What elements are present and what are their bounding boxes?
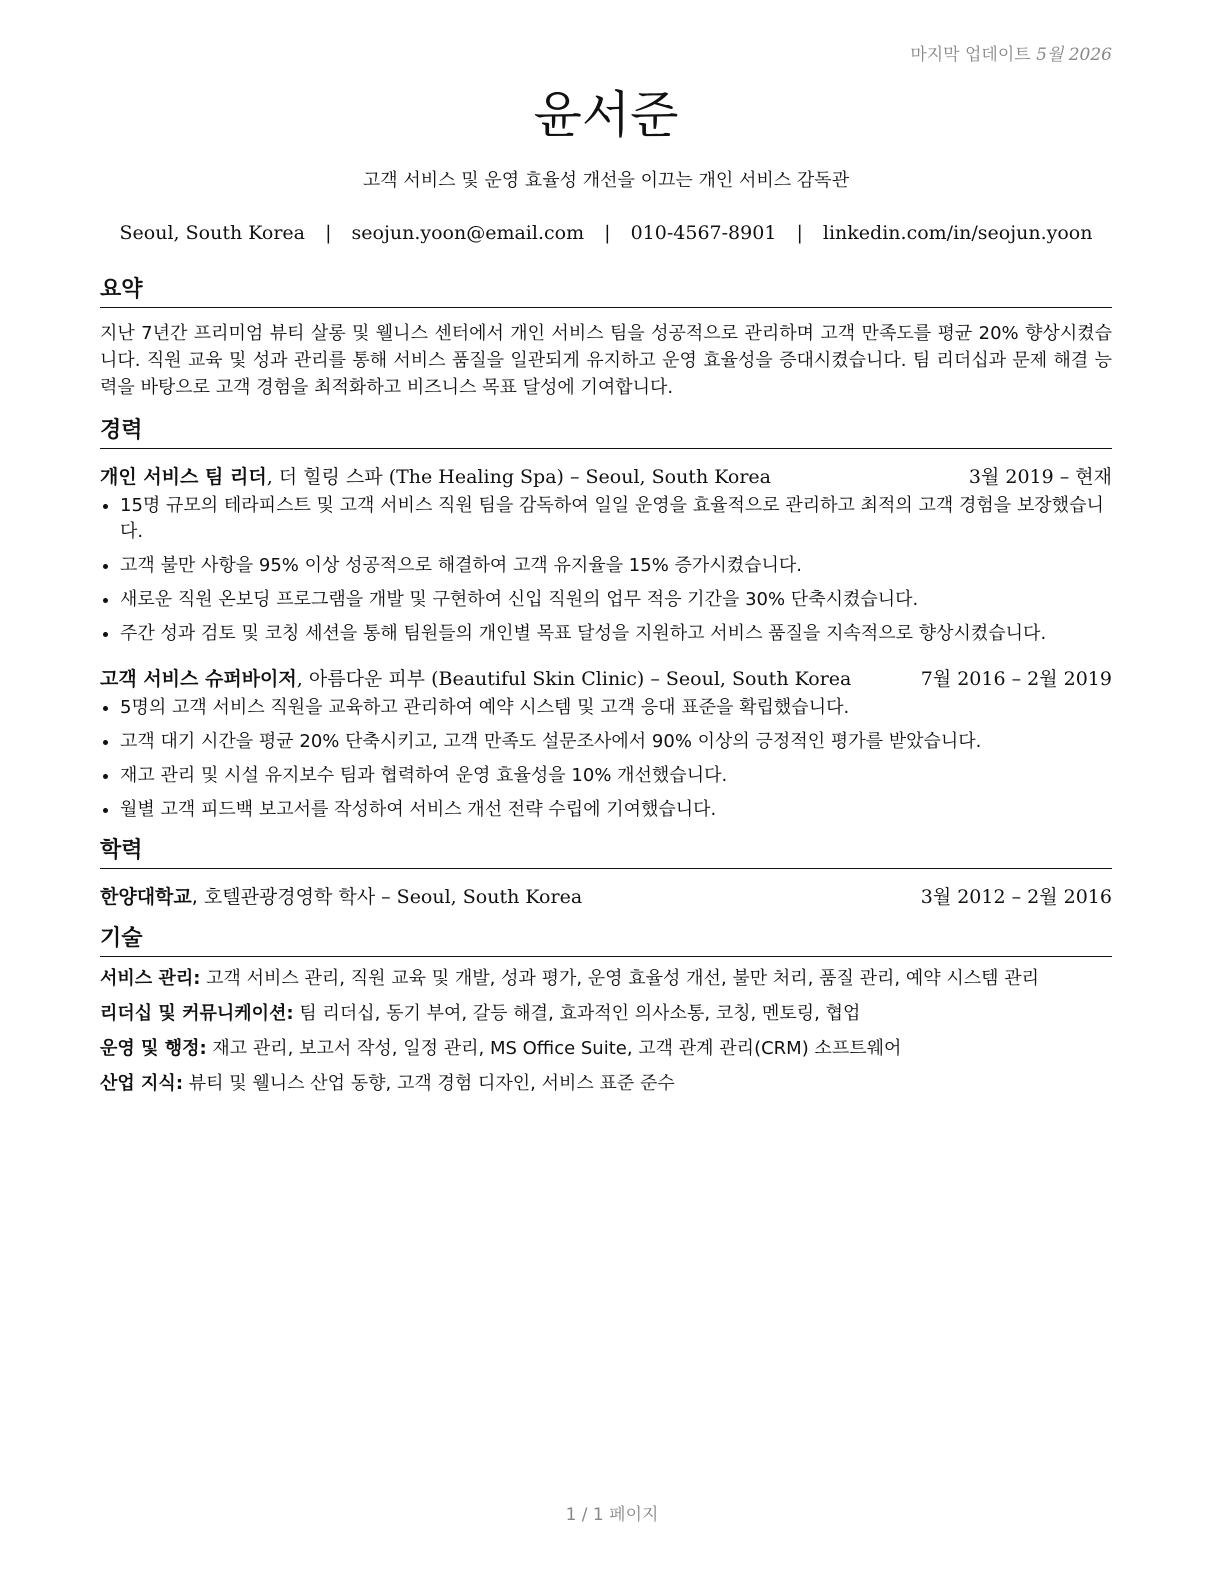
section-title-education: 학력 [100,837,1112,869]
section-title-summary: 요약 [100,276,1112,308]
education-school: 한양대학교 [100,886,192,908]
job-bullets [100,695,1112,823]
skills-section [100,925,1112,1097]
job-dates: 3월 2019 – 현재 [968,466,1112,488]
contact-phone: 010-4567-8901 [630,222,777,244]
job-bullet: • 재고 관리 및 시설 유지보수 팀과 협력하여 운영 효율성을 10% 개선했습니다. [120,763,1112,789]
job-entry [100,665,1112,823]
skills-category: 운영 및 행정: [100,1038,207,1059]
education-degree: , 호텔관광경영학 학사 [191,886,376,908]
job-dates: 7월 2016 – 2월 2019 [920,668,1112,690]
job-entry [100,463,1112,647]
contact-line [100,220,1112,246]
job-header [100,665,1112,693]
summary-text: 지난 7년간 프리미엄 뷰티 살롱 및 웰니스 센터에서 개인 서비스 팀을 성공적으로 관리하며 고객 만족도를 평균 20% 향상시켰습니다. 직원 교육 및 성과 관리를 통해 서비스 품질을 일관되게 유지하고 운영 효율성을 증대시켰습니다. 팀 리더십과 문제 해결 능력을 바탕으로 고객 경험을 최적화하고 비즈니스 목표 달성에 기여합니다. [100,323,1112,398]
tagline: 고객 서비스 및 운영 효율성 개선을 이끄는 개인 서비스 감독관 [362,170,850,191]
updated-date: 5월 2026 [1036,45,1112,65]
contact-separator: | [796,222,803,244]
job-company-rest: (Beautiful Skin Clinic) – Seoul, South Korea [431,668,852,690]
skills-category: 서비스 관리: [100,968,201,989]
education-entry [100,883,1112,911]
skills-row [100,1071,1112,1097]
job-bullet: • 15명 규모의 테라피스트 및 고객 서비스 직원 팀을 감독하여 일일 운영을 효율적으로 관리하고 최적의 고객 경험을 보장했습니다. [120,493,1112,545]
contact-separator: | [325,222,332,244]
skills-category: 산업 지식: [100,1073,184,1094]
job-comma: , [266,466,279,488]
page-number: 1 / 1 페이지 [565,1505,659,1525]
contact-email[interactable]: seojun.yoon@email.com [351,222,585,244]
section-title-experience: 경력 [100,417,1112,449]
job-bullet: • 고객 대기 시간을 평균 20% 단축시키고, 고객 만족도 설문조사에서 90% 이상의 긍정적인 평가를 받았습니다. [120,729,1112,755]
education-location: – Seoul, South Korea [375,886,583,908]
job-bullet: • 고객 불만 사항을 95% 이상 성공적으로 해결하여 고객 유지율을 15% 증가시켰습니다. [120,553,1112,579]
contact-linkedin[interactable]: linkedin.com/in/seojun.yoon [822,222,1093,244]
skills-items: 고객 서비스 관리, 직원 교육 및 개발, 성과 평가, 운영 효율성 개선, 불만 처리, 품질 관리, 예약 시스템 관리 [206,968,1039,989]
job-role: 개인 서비스 팀 리더 [100,466,267,488]
skills-category: 리더십 및 커뮤니케이션: [100,1003,294,1024]
education-section [100,837,1112,911]
job-company-rest: (The Healing Spa) – Seoul, South Korea [388,466,771,488]
job-header [100,463,1112,491]
resume-page [100,40,1112,1097]
job-bullet: • 주간 성과 검토 및 코칭 세션을 통해 팀원들의 개인별 목표 달성을 지원하고 서비스 품질을 지속적으로 향상시켰습니다. [120,621,1112,647]
contact-location: Seoul, South Korea [119,222,306,244]
skills-row [100,966,1112,992]
candidate-name: 윤서준 [533,86,679,144]
skills-items: 뷰티 및 웰니스 산업 동향, 고객 경험 디자인, 서비스 표준 준수 [188,1073,675,1094]
job-company-kr: 아름다운 피부 [308,668,426,690]
contact-separator: | [604,222,611,244]
job-bullet: • 새로운 직원 온보딩 프로그램을 개발 및 구현하여 신입 직원의 업무 적응 기간을 30% 단축시켰습니다. [120,587,1112,613]
job-comma: , [296,668,309,690]
section-title-skills: 기술 [100,925,1112,957]
updated-label: 마지막 업데이트 [910,45,1031,65]
job-bullets [100,493,1112,647]
skills-row [100,1001,1112,1027]
last-updated [100,40,1112,70]
experience-section [100,417,1112,823]
job-company-kr: 더 힐링 스파 [278,466,383,488]
job-bullet: • 5명의 고객 서비스 직원을 교육하고 관리하여 예약 시스템 및 고객 응대 표준을 확립했습니다. [120,695,1112,721]
job-role: 고객 서비스 슈퍼바이저 [100,668,297,690]
skills-items: 재고 관리, 보고서 작성, 일정 관리, MS Office Suite, 고객 관계 관리(CRM) 소프트웨어 [212,1038,902,1059]
skills-items: 팀 리더십, 동기 부여, 갈등 해결, 효과적인 의사소통, 코칭, 멘토링, 협업 [299,1003,861,1024]
skills-row [100,1036,1112,1062]
education-dates: 3월 2012 – 2월 2016 [920,886,1112,908]
summary-section [100,276,1112,401]
job-bullet: • 월별 고객 피드백 보고서를 작성하여 서비스 개선 전략 수립에 기여했습니다. [120,797,1112,823]
